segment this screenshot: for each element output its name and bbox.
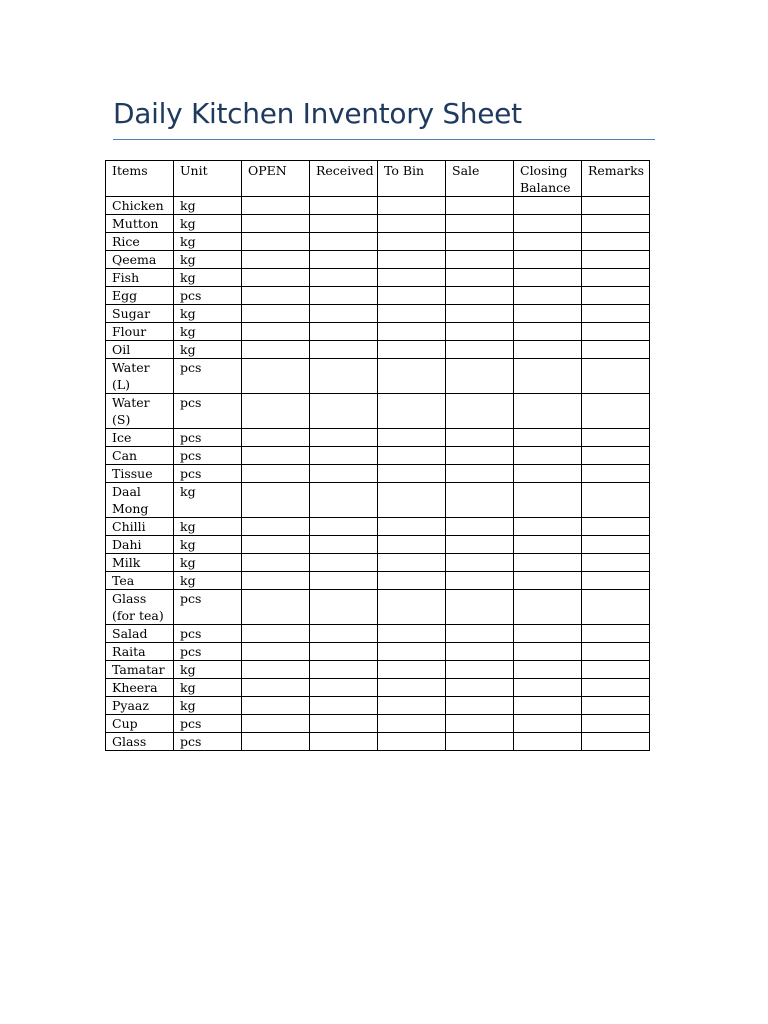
column-header-items: Items <box>106 161 174 197</box>
item-name-cell: Cup <box>106 715 174 733</box>
received-cell[interactable] <box>310 625 378 643</box>
sale-cell[interactable] <box>446 341 514 359</box>
sale-cell[interactable] <box>446 233 514 251</box>
closing-balance-cell[interactable] <box>514 305 582 323</box>
open-cell[interactable] <box>242 483 310 518</box>
closing-balance-cell[interactable] <box>514 625 582 643</box>
closing-balance-cell[interactable] <box>514 661 582 679</box>
to-bin-cell[interactable] <box>378 536 446 554</box>
closing-balance-cell[interactable] <box>514 536 582 554</box>
table-row <box>106 215 650 233</box>
to-bin-cell[interactable] <box>378 697 446 715</box>
item-name-cell: Glass <box>106 733 174 751</box>
to-bin-cell[interactable] <box>378 661 446 679</box>
table-row <box>106 341 650 359</box>
open-cell[interactable] <box>242 323 310 341</box>
closing-balance-cell[interactable] <box>514 679 582 697</box>
to-bin-cell[interactable] <box>378 590 446 625</box>
open-cell[interactable] <box>242 359 310 394</box>
table-row <box>106 643 650 661</box>
to-bin-cell[interactable] <box>378 305 446 323</box>
remarks-cell[interactable] <box>582 554 650 572</box>
unit-cell: pcs <box>174 465 242 483</box>
sale-cell[interactable] <box>446 518 514 536</box>
table-body <box>106 197 650 751</box>
item-name-cell: Glass (for tea) <box>106 590 174 625</box>
item-name-cell: Ice <box>106 429 174 447</box>
open-cell[interactable] <box>242 697 310 715</box>
remarks-cell[interactable] <box>582 287 650 305</box>
closing-balance-cell[interactable] <box>514 518 582 536</box>
sale-cell[interactable] <box>446 251 514 269</box>
received-cell[interactable] <box>310 536 378 554</box>
sale-cell[interactable] <box>446 197 514 215</box>
closing-balance-cell[interactable] <box>514 269 582 287</box>
table-row <box>106 323 650 341</box>
unit-cell: kg <box>174 697 242 715</box>
unit-cell: kg <box>174 572 242 590</box>
unit-cell: kg <box>174 251 242 269</box>
item-name-cell: Chilli <box>106 518 174 536</box>
table-row <box>106 679 650 697</box>
closing-balance-cell[interactable] <box>514 429 582 447</box>
table-row <box>106 733 650 751</box>
item-name-cell: Water (S) <box>106 394 174 429</box>
closing-balance-cell[interactable] <box>514 197 582 215</box>
open-cell[interactable] <box>242 215 310 233</box>
to-bin-cell[interactable] <box>378 643 446 661</box>
open-cell[interactable] <box>242 661 310 679</box>
item-name-cell: Tea <box>106 572 174 590</box>
to-bin-cell[interactable] <box>378 287 446 305</box>
closing-balance-cell[interactable] <box>514 287 582 305</box>
to-bin-cell[interactable] <box>378 394 446 429</box>
closing-balance-cell[interactable] <box>514 341 582 359</box>
remarks-cell[interactable] <box>582 643 650 661</box>
column-header-open: OPEN <box>242 161 310 197</box>
open-cell[interactable] <box>242 733 310 751</box>
received-cell[interactable] <box>310 697 378 715</box>
unit-cell: pcs <box>174 447 242 465</box>
item-name-cell: Tamatar <box>106 661 174 679</box>
unit-cell: pcs <box>174 643 242 661</box>
remarks-cell[interactable] <box>582 733 650 751</box>
table-row <box>106 483 650 518</box>
received-cell[interactable] <box>310 572 378 590</box>
unit-cell: kg <box>174 483 242 518</box>
to-bin-cell[interactable] <box>378 447 446 465</box>
column-header-remarks: Remarks <box>582 161 650 197</box>
open-cell[interactable] <box>242 429 310 447</box>
table-row <box>106 447 650 465</box>
unit-cell: kg <box>174 305 242 323</box>
closing-balance-cell[interactable] <box>514 233 582 251</box>
sale-cell[interactable] <box>446 215 514 233</box>
sale-cell[interactable] <box>446 643 514 661</box>
remarks-cell[interactable] <box>582 197 650 215</box>
column-header-received: Received <box>310 161 378 197</box>
column-header-to-bin: To Bin <box>378 161 446 197</box>
to-bin-cell[interactable] <box>378 341 446 359</box>
unit-cell: kg <box>174 536 242 554</box>
table-row <box>106 554 650 572</box>
open-cell[interactable] <box>242 447 310 465</box>
received-cell[interactable] <box>310 465 378 483</box>
column-header-sale: Sale <box>446 161 514 197</box>
open-cell[interactable] <box>242 269 310 287</box>
received-cell[interactable] <box>310 518 378 536</box>
open-cell[interactable] <box>242 643 310 661</box>
sale-cell[interactable] <box>446 715 514 733</box>
received-cell[interactable] <box>310 287 378 305</box>
table-row <box>106 590 650 625</box>
unit-cell: pcs <box>174 287 242 305</box>
received-cell[interactable] <box>310 323 378 341</box>
received-cell[interactable] <box>310 715 378 733</box>
to-bin-cell[interactable] <box>378 359 446 394</box>
table-row <box>106 305 650 323</box>
item-name-cell: Chicken <box>106 197 174 215</box>
received-cell[interactable] <box>310 483 378 518</box>
open-cell[interactable] <box>242 715 310 733</box>
sale-cell[interactable] <box>446 269 514 287</box>
sale-cell[interactable] <box>446 572 514 590</box>
to-bin-cell[interactable] <box>378 715 446 733</box>
item-name-cell: Qeema <box>106 251 174 269</box>
open-cell[interactable] <box>242 554 310 572</box>
sale-cell[interactable] <box>446 697 514 715</box>
sale-cell[interactable] <box>446 323 514 341</box>
closing-balance-cell[interactable] <box>514 447 582 465</box>
remarks-cell[interactable] <box>582 483 650 518</box>
received-cell[interactable] <box>310 233 378 251</box>
remarks-cell[interactable] <box>582 359 650 394</box>
unit-cell: kg <box>174 269 242 287</box>
inventory-table <box>105 160 650 751</box>
table-row <box>106 287 650 305</box>
open-cell[interactable] <box>242 233 310 251</box>
item-name-cell: Fish <box>106 269 174 287</box>
sale-cell[interactable] <box>446 590 514 625</box>
closing-balance-cell[interactable] <box>514 554 582 572</box>
table-row <box>106 394 650 429</box>
remarks-cell[interactable] <box>582 697 650 715</box>
received-cell[interactable] <box>310 197 378 215</box>
table-row <box>106 697 650 715</box>
unit-cell: pcs <box>174 394 242 429</box>
remarks-cell[interactable] <box>582 536 650 554</box>
to-bin-cell[interactable] <box>378 518 446 536</box>
open-cell[interactable] <box>242 625 310 643</box>
item-name-cell: Can <box>106 447 174 465</box>
closing-balance-cell[interactable] <box>514 359 582 394</box>
unit-cell: pcs <box>174 625 242 643</box>
sale-cell[interactable] <box>446 429 514 447</box>
table-row <box>106 233 650 251</box>
remarks-cell[interactable] <box>582 323 650 341</box>
item-name-cell: Mutton <box>106 215 174 233</box>
sale-cell[interactable] <box>446 394 514 429</box>
received-cell[interactable] <box>310 305 378 323</box>
closing-balance-cell[interactable] <box>514 483 582 518</box>
item-name-cell: Flour <box>106 323 174 341</box>
unit-cell: kg <box>174 554 242 572</box>
open-cell[interactable] <box>242 518 310 536</box>
table-row <box>106 197 650 215</box>
sale-cell[interactable] <box>446 661 514 679</box>
sale-cell[interactable] <box>446 554 514 572</box>
table-header-row <box>106 161 650 197</box>
sale-cell[interactable] <box>446 679 514 697</box>
item-name-cell: Pyaaz <box>106 697 174 715</box>
unit-cell: kg <box>174 323 242 341</box>
column-header-closing-balance: Closing Balance <box>514 161 582 197</box>
to-bin-cell[interactable] <box>378 215 446 233</box>
item-name-cell: Raita <box>106 643 174 661</box>
received-cell[interactable] <box>310 394 378 429</box>
unit-cell: pcs <box>174 359 242 394</box>
table-row <box>106 269 650 287</box>
open-cell[interactable] <box>242 590 310 625</box>
to-bin-cell[interactable] <box>378 251 446 269</box>
closing-balance-cell[interactable] <box>514 394 582 429</box>
remarks-cell[interactable] <box>582 215 650 233</box>
closing-balance-cell[interactable] <box>514 572 582 590</box>
sale-cell[interactable] <box>446 733 514 751</box>
to-bin-cell[interactable] <box>378 625 446 643</box>
item-name-cell: Water (L) <box>106 359 174 394</box>
open-cell[interactable] <box>242 197 310 215</box>
received-cell[interactable] <box>310 359 378 394</box>
unit-cell: pcs <box>174 590 242 625</box>
item-name-cell: Sugar <box>106 305 174 323</box>
remarks-cell[interactable] <box>582 233 650 251</box>
received-cell[interactable] <box>310 429 378 447</box>
sale-cell[interactable] <box>446 305 514 323</box>
item-name-cell: Kheera <box>106 679 174 697</box>
remarks-cell[interactable] <box>582 251 650 269</box>
sale-cell[interactable] <box>446 465 514 483</box>
remarks-cell[interactable] <box>582 341 650 359</box>
closing-balance-cell[interactable] <box>514 465 582 483</box>
unit-cell: kg <box>174 215 242 233</box>
to-bin-cell[interactable] <box>378 323 446 341</box>
item-name-cell: Oil <box>106 341 174 359</box>
remarks-cell[interactable] <box>582 465 650 483</box>
sale-cell[interactable] <box>446 359 514 394</box>
title-divider <box>113 139 655 140</box>
received-cell[interactable] <box>310 679 378 697</box>
table-row <box>106 572 650 590</box>
to-bin-cell[interactable] <box>378 483 446 518</box>
closing-balance-cell[interactable] <box>514 733 582 751</box>
table-row <box>106 661 650 679</box>
open-cell[interactable] <box>242 465 310 483</box>
sale-cell[interactable] <box>446 536 514 554</box>
closing-balance-cell[interactable] <box>514 643 582 661</box>
received-cell[interactable] <box>310 643 378 661</box>
to-bin-cell[interactable] <box>378 197 446 215</box>
received-cell[interactable] <box>310 590 378 625</box>
received-cell[interactable] <box>310 341 378 359</box>
to-bin-cell[interactable] <box>378 572 446 590</box>
sale-cell[interactable] <box>446 483 514 518</box>
open-cell[interactable] <box>242 536 310 554</box>
to-bin-cell[interactable] <box>378 269 446 287</box>
sale-cell[interactable] <box>446 447 514 465</box>
closing-balance-cell[interactable] <box>514 697 582 715</box>
open-cell[interactable] <box>242 572 310 590</box>
remarks-cell[interactable] <box>582 447 650 465</box>
table-row <box>106 518 650 536</box>
item-name-cell: Egg <box>106 287 174 305</box>
sale-cell[interactable] <box>446 625 514 643</box>
remarks-cell[interactable] <box>582 429 650 447</box>
table-row <box>106 359 650 394</box>
to-bin-cell[interactable] <box>378 465 446 483</box>
to-bin-cell[interactable] <box>378 554 446 572</box>
unit-cell: pcs <box>174 715 242 733</box>
open-cell[interactable] <box>242 679 310 697</box>
unit-cell: kg <box>174 518 242 536</box>
table-row <box>106 429 650 447</box>
closing-balance-cell[interactable] <box>514 715 582 733</box>
table-row <box>106 625 650 643</box>
item-name-cell: Salad <box>106 625 174 643</box>
unit-cell: kg <box>174 341 242 359</box>
remarks-cell[interactable] <box>582 590 650 625</box>
remarks-cell[interactable] <box>582 305 650 323</box>
unit-cell: kg <box>174 661 242 679</box>
to-bin-cell[interactable] <box>378 233 446 251</box>
item-name-cell: Dahi <box>106 536 174 554</box>
remarks-cell[interactable] <box>582 572 650 590</box>
to-bin-cell[interactable] <box>378 733 446 751</box>
remarks-cell[interactable] <box>582 269 650 287</box>
to-bin-cell[interactable] <box>378 429 446 447</box>
sale-cell[interactable] <box>446 287 514 305</box>
received-cell[interactable] <box>310 733 378 751</box>
item-name-cell: Daal Mong <box>106 483 174 518</box>
unit-cell: kg <box>174 233 242 251</box>
received-cell[interactable] <box>310 251 378 269</box>
unit-cell: pcs <box>174 733 242 751</box>
closing-balance-cell[interactable] <box>514 323 582 341</box>
table-row <box>106 715 650 733</box>
remarks-cell[interactable] <box>582 715 650 733</box>
column-header-unit: Unit <box>174 161 242 197</box>
unit-cell: kg <box>174 679 242 697</box>
item-name-cell: Rice <box>106 233 174 251</box>
open-cell[interactable] <box>242 287 310 305</box>
closing-balance-cell[interactable] <box>514 251 582 269</box>
page-title: Daily Kitchen Inventory Sheet <box>113 97 522 130</box>
table-row <box>106 251 650 269</box>
remarks-cell[interactable] <box>582 518 650 536</box>
to-bin-cell[interactable] <box>378 679 446 697</box>
received-cell[interactable] <box>310 215 378 233</box>
received-cell[interactable] <box>310 269 378 287</box>
open-cell[interactable] <box>242 341 310 359</box>
remarks-cell[interactable] <box>582 661 650 679</box>
remarks-cell[interactable] <box>582 679 650 697</box>
closing-balance-cell[interactable] <box>514 215 582 233</box>
remarks-cell[interactable] <box>582 394 650 429</box>
remarks-cell[interactable] <box>582 625 650 643</box>
table-row <box>106 465 650 483</box>
closing-balance-cell[interactable] <box>514 590 582 625</box>
unit-cell: kg <box>174 197 242 215</box>
received-cell[interactable] <box>310 447 378 465</box>
item-name-cell: Tissue <box>106 465 174 483</box>
table-row <box>106 536 650 554</box>
received-cell[interactable] <box>310 661 378 679</box>
received-cell[interactable] <box>310 554 378 572</box>
open-cell[interactable] <box>242 394 310 429</box>
unit-cell: pcs <box>174 429 242 447</box>
item-name-cell: Milk <box>106 554 174 572</box>
open-cell[interactable] <box>242 251 310 269</box>
open-cell[interactable] <box>242 305 310 323</box>
